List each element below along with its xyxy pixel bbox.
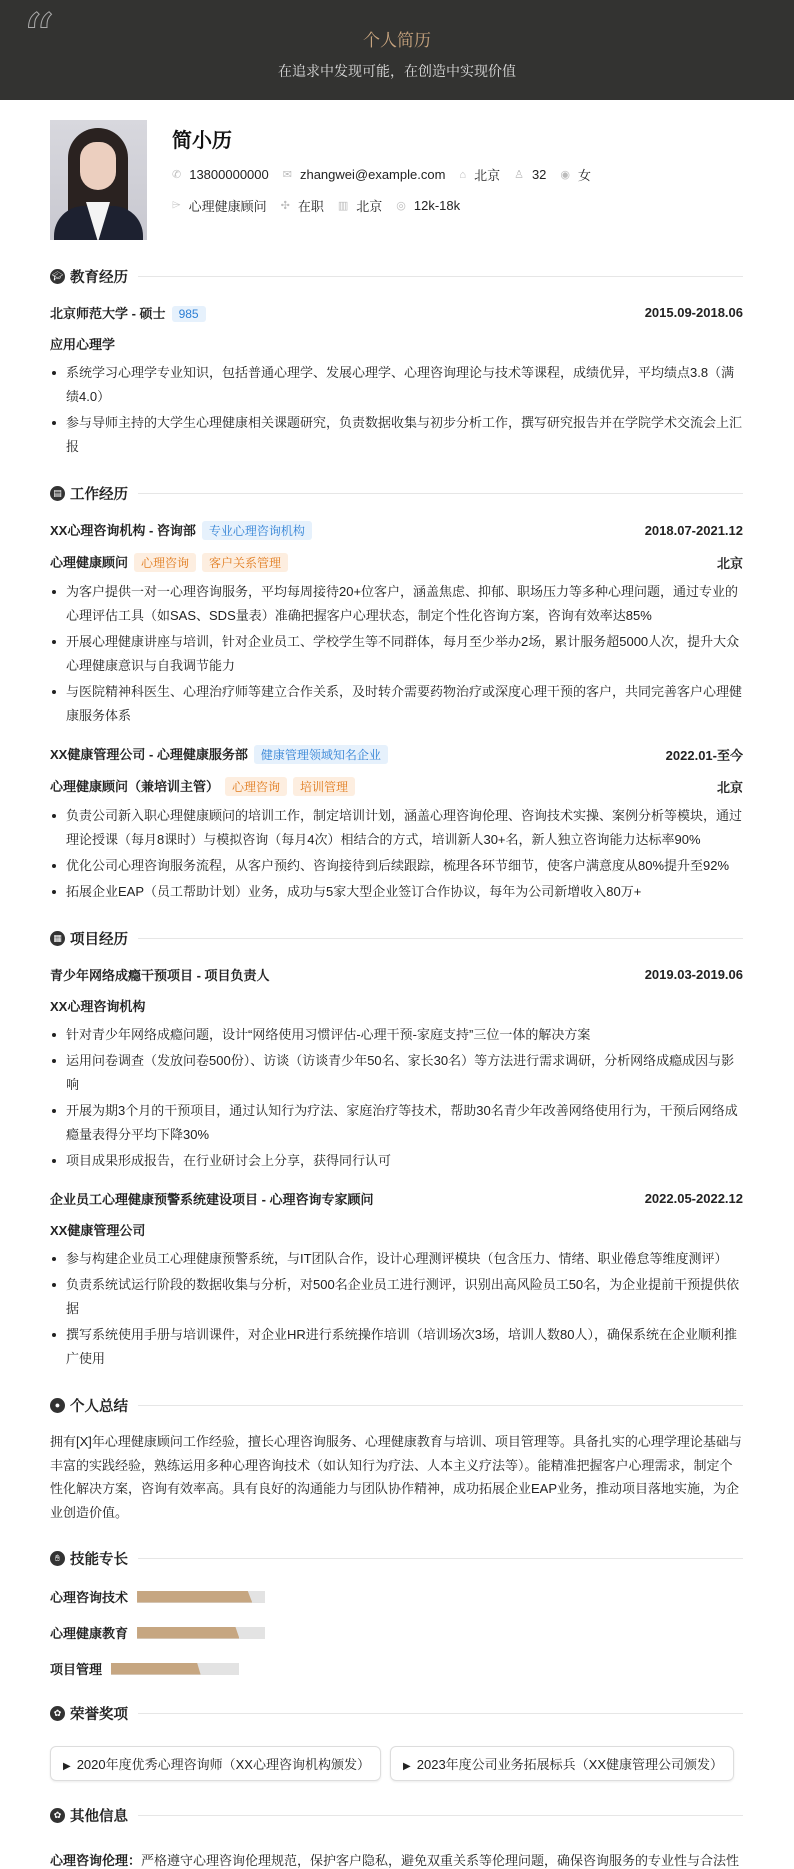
candidate-name: 简小历: [172, 130, 232, 152]
project-org: XX健康管理公司: [50, 1223, 146, 1238]
status: 在职: [297, 199, 324, 214]
list-item: 参与构建企业员工心理健康预警系统，与IT团队合作，设计心理测评模块（包含压力、情绪、职业倦怠等维度测评）: [50, 1247, 743, 1271]
section-title: 其他信息: [70, 1809, 128, 1825]
work-city: 北京: [716, 779, 743, 795]
position: 心理健康顾问: [188, 199, 267, 214]
triangle-icon: ▶: [63, 1761, 71, 1772]
award-item: ▶ 2020年度优秀心理咨询师（XX心理咨询机构颁发）: [50, 1746, 381, 1781]
status-icon: ✣: [280, 200, 290, 212]
work-city: 北京: [716, 555, 743, 571]
list-item: 与医院精神科医生、心理治疗师等建立合作关系，及时转介需要药物治疗或深度心理干预的客户，共同完善客户心理健康服务体系: [50, 680, 743, 728]
skill-item: [50, 1623, 404, 1642]
list-item: 开展为期3个月的干预项目，通过认知行为疗法、家庭治疗等技术，帮助30名青少年改善网络使用行为，干预后网络成瘾量表得分平均下降30%: [50, 1099, 743, 1147]
list-item: 撰写系统使用手册与培训课件，对企业HR进行系统操作培训（培训场次3场，培训人数80人），确保系统在企业顺利推广使用: [50, 1323, 743, 1371]
city: 北京: [474, 168, 501, 183]
school-tag: 985: [172, 306, 206, 322]
skill-item: [50, 1587, 404, 1606]
skill-name: 心理健康教育: [50, 1626, 129, 1641]
list-item: 优化公司心理咨询服务流程，从客户预约、咨询接待到后续跟踪，梳理各环节细节，使客户满意度从80%提升至92%: [50, 854, 743, 878]
briefcase-icon: ▤: [50, 486, 65, 501]
list-item: 负责公司新入职心理健康顾问的培训工作，制定培训计划，涵盖心理咨询伦理、咨询技术实操、案例分析等模块，通过理论授课（每月8课时）与模拟咨询（每月4次）相结合的方式，培训新人30+名，新人独立咨询能力达标率90%: [50, 804, 743, 852]
skill-name: 项目管理: [50, 1662, 103, 1677]
other-info: 心理咨询伦理：严格遵守心理咨询伦理规范，保护客户隐私，避免双重关系等伦理问题，确保咨询服务的专业性与合法性: [50, 1853, 740, 1868]
list-item: 参与导师主持的大学生心理健康相关课题研究，负责数据收集与初步分析工作，撰写研究报告并在学院学术交流会上汇报: [50, 411, 743, 459]
company-tag: 健康管理领域知名企业: [254, 745, 388, 764]
list-item: 系统学习心理学专业知识，包括普通心理学、发展心理学、心理咨询理论与技术等课程，成绩优异，平均绩点3.8（满绩4.0）: [50, 361, 743, 409]
list-item: 针对青少年网络成瘾问题，设计“网络使用习惯评估-心理干预-家庭支持”三位一体的解决方案: [50, 1023, 743, 1047]
email: zhangwei@example.com: [299, 167, 446, 182]
resume-title: 个人简历: [363, 31, 431, 50]
section-title: 工作经历: [70, 487, 128, 503]
role-tag: 客户关系管理: [202, 553, 288, 572]
section-title: 项目经历: [70, 932, 128, 948]
project-name: 青少年网络成瘾干预项目 - 项目负责人: [50, 968, 270, 983]
project-date: 2022.05-2022.12: [644, 1191, 743, 1206]
gender-icon: ◉: [560, 169, 571, 181]
award-icon: ✿: [50, 1706, 65, 1721]
company: XX心理咨询机构 - 咨询部: [50, 523, 196, 538]
award-item: ▶ 2023年度公司业务拓展标兵（XX健康管理公司颁发）: [390, 1746, 734, 1781]
role-tag: 心理咨询: [225, 777, 287, 796]
role-tag: 培训管理: [293, 777, 355, 796]
section-title: 个人总结: [70, 1399, 128, 1415]
role: 心理健康顾问（兼培训主管）: [50, 779, 220, 794]
building-icon: ▥: [337, 200, 349, 212]
project-org: XX心理咨询机构: [50, 999, 146, 1014]
salary-icon: ◎: [396, 200, 406, 212]
triangle-icon: ▶: [403, 1761, 411, 1772]
section-title: 教育经历: [70, 270, 128, 286]
list-item: 拓展企业EAP（员工帮助计划）业务，成功与5家大型企业签订合作协议，每年为公司新增收入80万+: [50, 880, 743, 904]
graduation-cap-icon: 🎓︎: [50, 269, 65, 284]
skills-icon: ✋︎: [50, 1551, 65, 1566]
role-tag: 心理咨询: [134, 553, 196, 572]
skill-bar: [137, 1627, 265, 1639]
grid-icon: ▦: [50, 931, 65, 946]
salary: 12k-18k: [413, 198, 461, 213]
age-icon: ♙: [514, 169, 524, 181]
avatar: [50, 120, 147, 240]
quote-icon: “: [22, 1, 55, 75]
list-item: 项目成果形成报告，在行业研讨会上分享，获得同行认可: [50, 1149, 743, 1173]
tag-icon: ⌲: [172, 199, 181, 211]
age: 32: [531, 167, 547, 182]
edu-date: 2015.09-2018.06: [644, 305, 743, 320]
skill-bar: [111, 1663, 239, 1675]
profile: [50, 120, 743, 240]
skill-bar: [137, 1591, 265, 1603]
summary-text: 拥有[X]年心理健康顾问工作经验，擅长心理咨询服务、心理健康教育与培训、项目管理等。具备扎实的心理学理论基础与丰富的实践经验，熟练运用多种心理咨询技术（如认知行为疗法、人本主义疗法等）。能精准把握客户心理需求，制定个性化解决方案，咨询有效率高。具有良好的沟通能力与团队协作精神，成功拓展企业EAP业务，推动项目落地实施，为企业创造价值。: [50, 1434, 742, 1520]
project-name: 企业员工心理健康预警系统建设项目 - 心理咨询专家顾问: [50, 1192, 374, 1207]
work-city: 北京: [356, 199, 383, 214]
work-date: 2018.07-2021.12: [644, 522, 743, 538]
school: 北京师范大学 - 硕士: [50, 306, 166, 321]
skill-name: 心理咨询技术: [50, 1590, 129, 1605]
resume-subtitle: 在追求中发现可能，在创造中实现价值: [278, 63, 516, 79]
phone: 13800000000: [189, 167, 269, 182]
phone-icon: ✆: [172, 169, 182, 181]
project-date: 2019.03-2019.06: [644, 967, 743, 982]
section-title: 技能专长: [70, 1552, 128, 1568]
home-icon: ⌂: [459, 168, 467, 181]
info-icon: ✿: [50, 1808, 65, 1823]
major: 应用心理学: [50, 337, 116, 352]
list-item: 开展心理健康讲座与培训，针对企业员工、学校学生等不同群体，每月至少举办2场，累计服务超5000人次，提升大众心理健康意识与自我调节能力: [50, 630, 743, 678]
gender: 女: [578, 168, 592, 183]
list-item: 负责系统试运行阶段的数据收集与分析，对500名企业员工进行测评，识别出高风险员工50名，为企业提前干预提供依据: [50, 1273, 743, 1321]
company: XX健康管理公司 - 心理健康服务部: [50, 747, 248, 762]
role: 心理健康顾问: [50, 555, 129, 570]
list-item: 运用问卷调查（发放问卷500份）、访谈（访谈青少年50名、家长30名）等方法进行需求调研，分析网络成瘾成因与影响: [50, 1049, 743, 1097]
mail-icon: ✉: [282, 169, 292, 181]
section-title: 荣誉奖项: [70, 1707, 128, 1723]
company-tag: 专业心理咨询机构: [202, 521, 312, 540]
work-date: 2022.01-至今: [665, 747, 743, 763]
list-item: 为客户提供一对一心理咨询服务，平均每周接待20+位客户，涵盖焦虑、抑郁、职场压力等多种心理问题，通过专业的心理评估工具（如SAS、SDS量表）准确把握客户心理状态，制定个性化咨询方案，咨询有效率达85%: [50, 580, 743, 628]
header-banner: [0, 0, 794, 100]
user-icon: ●: [50, 1398, 65, 1413]
